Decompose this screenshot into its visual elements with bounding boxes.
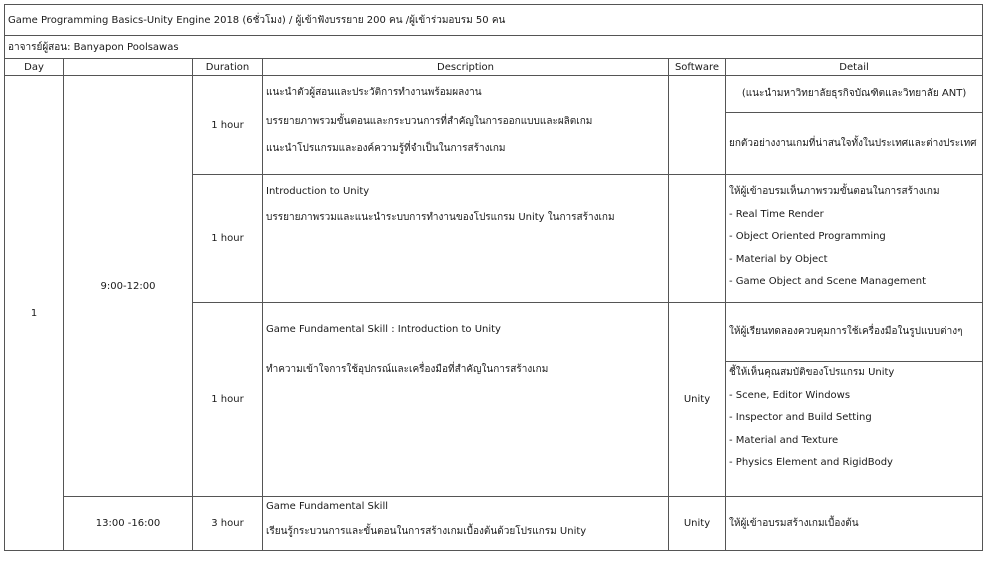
header-software: Software [669, 59, 726, 76]
detail-line: ให้ผู้เข้าอบรมสร้างเกมเบื้องต้น [729, 518, 859, 529]
software-cell [669, 175, 726, 303]
description-line: แนะนำตัวผู้สอนและประวัติการทำงานพร้อมผลงาน [266, 87, 482, 98]
session-time-cell: 13:00 -16:00 [64, 497, 193, 551]
detail-line: - Real Time Render [729, 208, 824, 220]
duration-cell: 3 hour [193, 497, 263, 551]
table-row [5, 76, 983, 175]
course-title: Game Programming Basics-Unity Engine 2018 (6ชั่วโมง) / ผู้เข้าฟังบรรยาย 200 คน /ผู้เข้าร่วมอบรม 50 คน [5, 5, 983, 36]
detail-cell [726, 303, 983, 497]
detail-line: - Material and Texture [729, 434, 839, 446]
detail-line: - Game Object and Scene Management [729, 276, 927, 287]
header-detail: Detail [726, 59, 983, 76]
description-cell [263, 76, 669, 175]
header-day: Day [5, 59, 64, 76]
detail-cell [726, 76, 983, 175]
detail-line: - Scene, Editor Windows [729, 389, 851, 401]
description-cell [263, 303, 669, 497]
header-row [5, 59, 983, 76]
software-cell: Unity [669, 497, 726, 551]
detail-line: - Material by Object [729, 253, 828, 265]
description-cell [263, 175, 669, 303]
detail-line: ให้ผู้เรียนทดลองควบคุมการใช้เครื่องมือในรูปแบบต่างๆ [726, 303, 982, 362]
duration-cell: 1 hour [193, 175, 263, 303]
header-time [64, 59, 193, 76]
detail-cell [726, 175, 983, 303]
detail-line: - Inspector and Build Setting [729, 412, 872, 423]
table-row [5, 497, 983, 551]
detail-line: (แนะนำมหาวิทยาลัยธุรกิจบัณฑิตและวิทยาลัย ANT) [726, 76, 982, 113]
description-line: แนะนำโปรแกรมและองค์ความรู้ที่จำเป็นในการสร้างเกม [266, 143, 506, 154]
description-line: Game Fundamental Skill [266, 501, 389, 512]
description-line: ทำความเข้าใจการใช้อุปกรณ์และเครื่องมือที่สำคัญในการสร้างเกม [266, 364, 549, 375]
schedule-table [4, 4, 983, 551]
instructor-name: อาจารย์ผู้สอน: Banyapon Poolsawas [5, 36, 983, 59]
detail-line: - Physics Element and RigidBody [729, 457, 893, 468]
description-line: Game Fundamental Skill : Introduction to Unity [266, 324, 501, 335]
description-line: บรรยายภาพรวมขั้นตอนและกระบวนการที่สำคัญในการออกแบบและผลิตเกม [266, 116, 593, 127]
duration-cell: 1 hour [193, 76, 263, 175]
detail-cell [726, 497, 983, 551]
description-cell [263, 497, 669, 551]
detail-line: - Object Oriented Programming [729, 231, 886, 242]
instructor-row [5, 36, 983, 59]
title-row [5, 5, 983, 36]
detail-line: ชี้ให้เห็นคุณสมบัติของโปรแกรม Unity [729, 367, 895, 378]
detail-line: ยกตัวอย่างงานเกมที่น่าสนใจทั้งในประเทศและต่างประเทศ [729, 138, 977, 149]
day-cell: 1 [5, 76, 64, 551]
description-line: Introduction to Unity [266, 186, 370, 197]
detail-line: ให้ผู้เข้าอบรมเห็นภาพรวมขั้นตอนในการสร้างเกม [729, 186, 940, 197]
header-description: Description [263, 59, 669, 76]
software-cell: Unity [669, 303, 726, 497]
header-duration: Duration [193, 59, 263, 76]
session-time-cell: 9:00-12:00 [64, 76, 193, 497]
description-line: บรรยายภาพรวมและแนะนำระบบการทำงานของโปรแกรม Unity ในการสร้างเกม [266, 212, 615, 223]
description-line: เรียนรู้กระบวนการและขั้นตอนในการสร้างเกมเบื้องต้นด้วยโปรแกรม Unity [266, 526, 587, 537]
duration-cell: 1 hour [193, 303, 263, 497]
software-cell [669, 76, 726, 175]
